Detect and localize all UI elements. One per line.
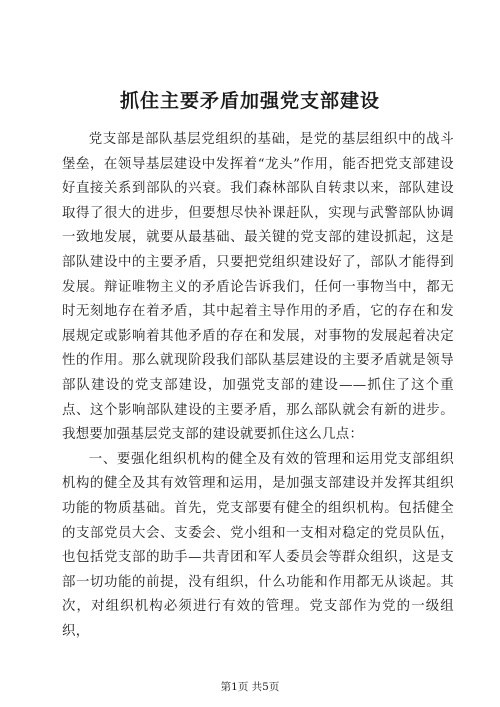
page-number-footer: 第1页 共5页 — [220, 681, 280, 693]
document-title: 抓住主要矛盾加强党支部建设 — [119, 90, 380, 112]
paragraph-point-one: 一、要强化组织机构的健全及有效的管理和运用党支部组织机构的健全及其有效管理和运用，是加强支部建设并发挥其组织功能的物质基础。首先，党支部要有健全的组织机构。包括健全的支部党员大会、支委会、党小组和一支相对稳定的党员队伍，也包括党支部的助手—共青团和军人委员会等群众组织，这是支部一切功能的前提，没有组织，什么功能和作用都无从谈起。其次，对组织机构必须进行有效的管理。党支部作为党的一级组织， — [62, 451, 454, 639]
document-body — [62, 128, 454, 644]
paragraph-intro: 党支部是部队基层党组织的基础，是党的基层组织中的战斗堡垒，在领导基层建设中发挥着“龙头”作用，能否把党支部建设好直接关系到部队的兴衰。我们森林部队自转隶以来，部队建设取得了很大的进步，但要想尽快补课赶队，实现与武警部队协调一致地发展，就要从最基础、最关键的党支部的建设抓起，这是部队建设中的主要矛盾，只要把党组织建设好了，部队才能得到发展。辩证唯物主义的矛盾论告诉我们，任何一事物当中，都无时无刻地存在着矛盾，其中起着主导作用的矛盾，它的存在和发展规定或影响着其他矛盾的存在和发展，对事物的发展起着决定性的作用。那么就现阶段我们部队基层建设的主要矛盾就是领导部队建设的党支部建设，加强党支部的建设——抓住了这个重点、这个影响部队建设的主要矛盾，那么部队就会有新的进步。我想要加强基层党支部的建设就要抓住这么几点： — [62, 132, 454, 443]
